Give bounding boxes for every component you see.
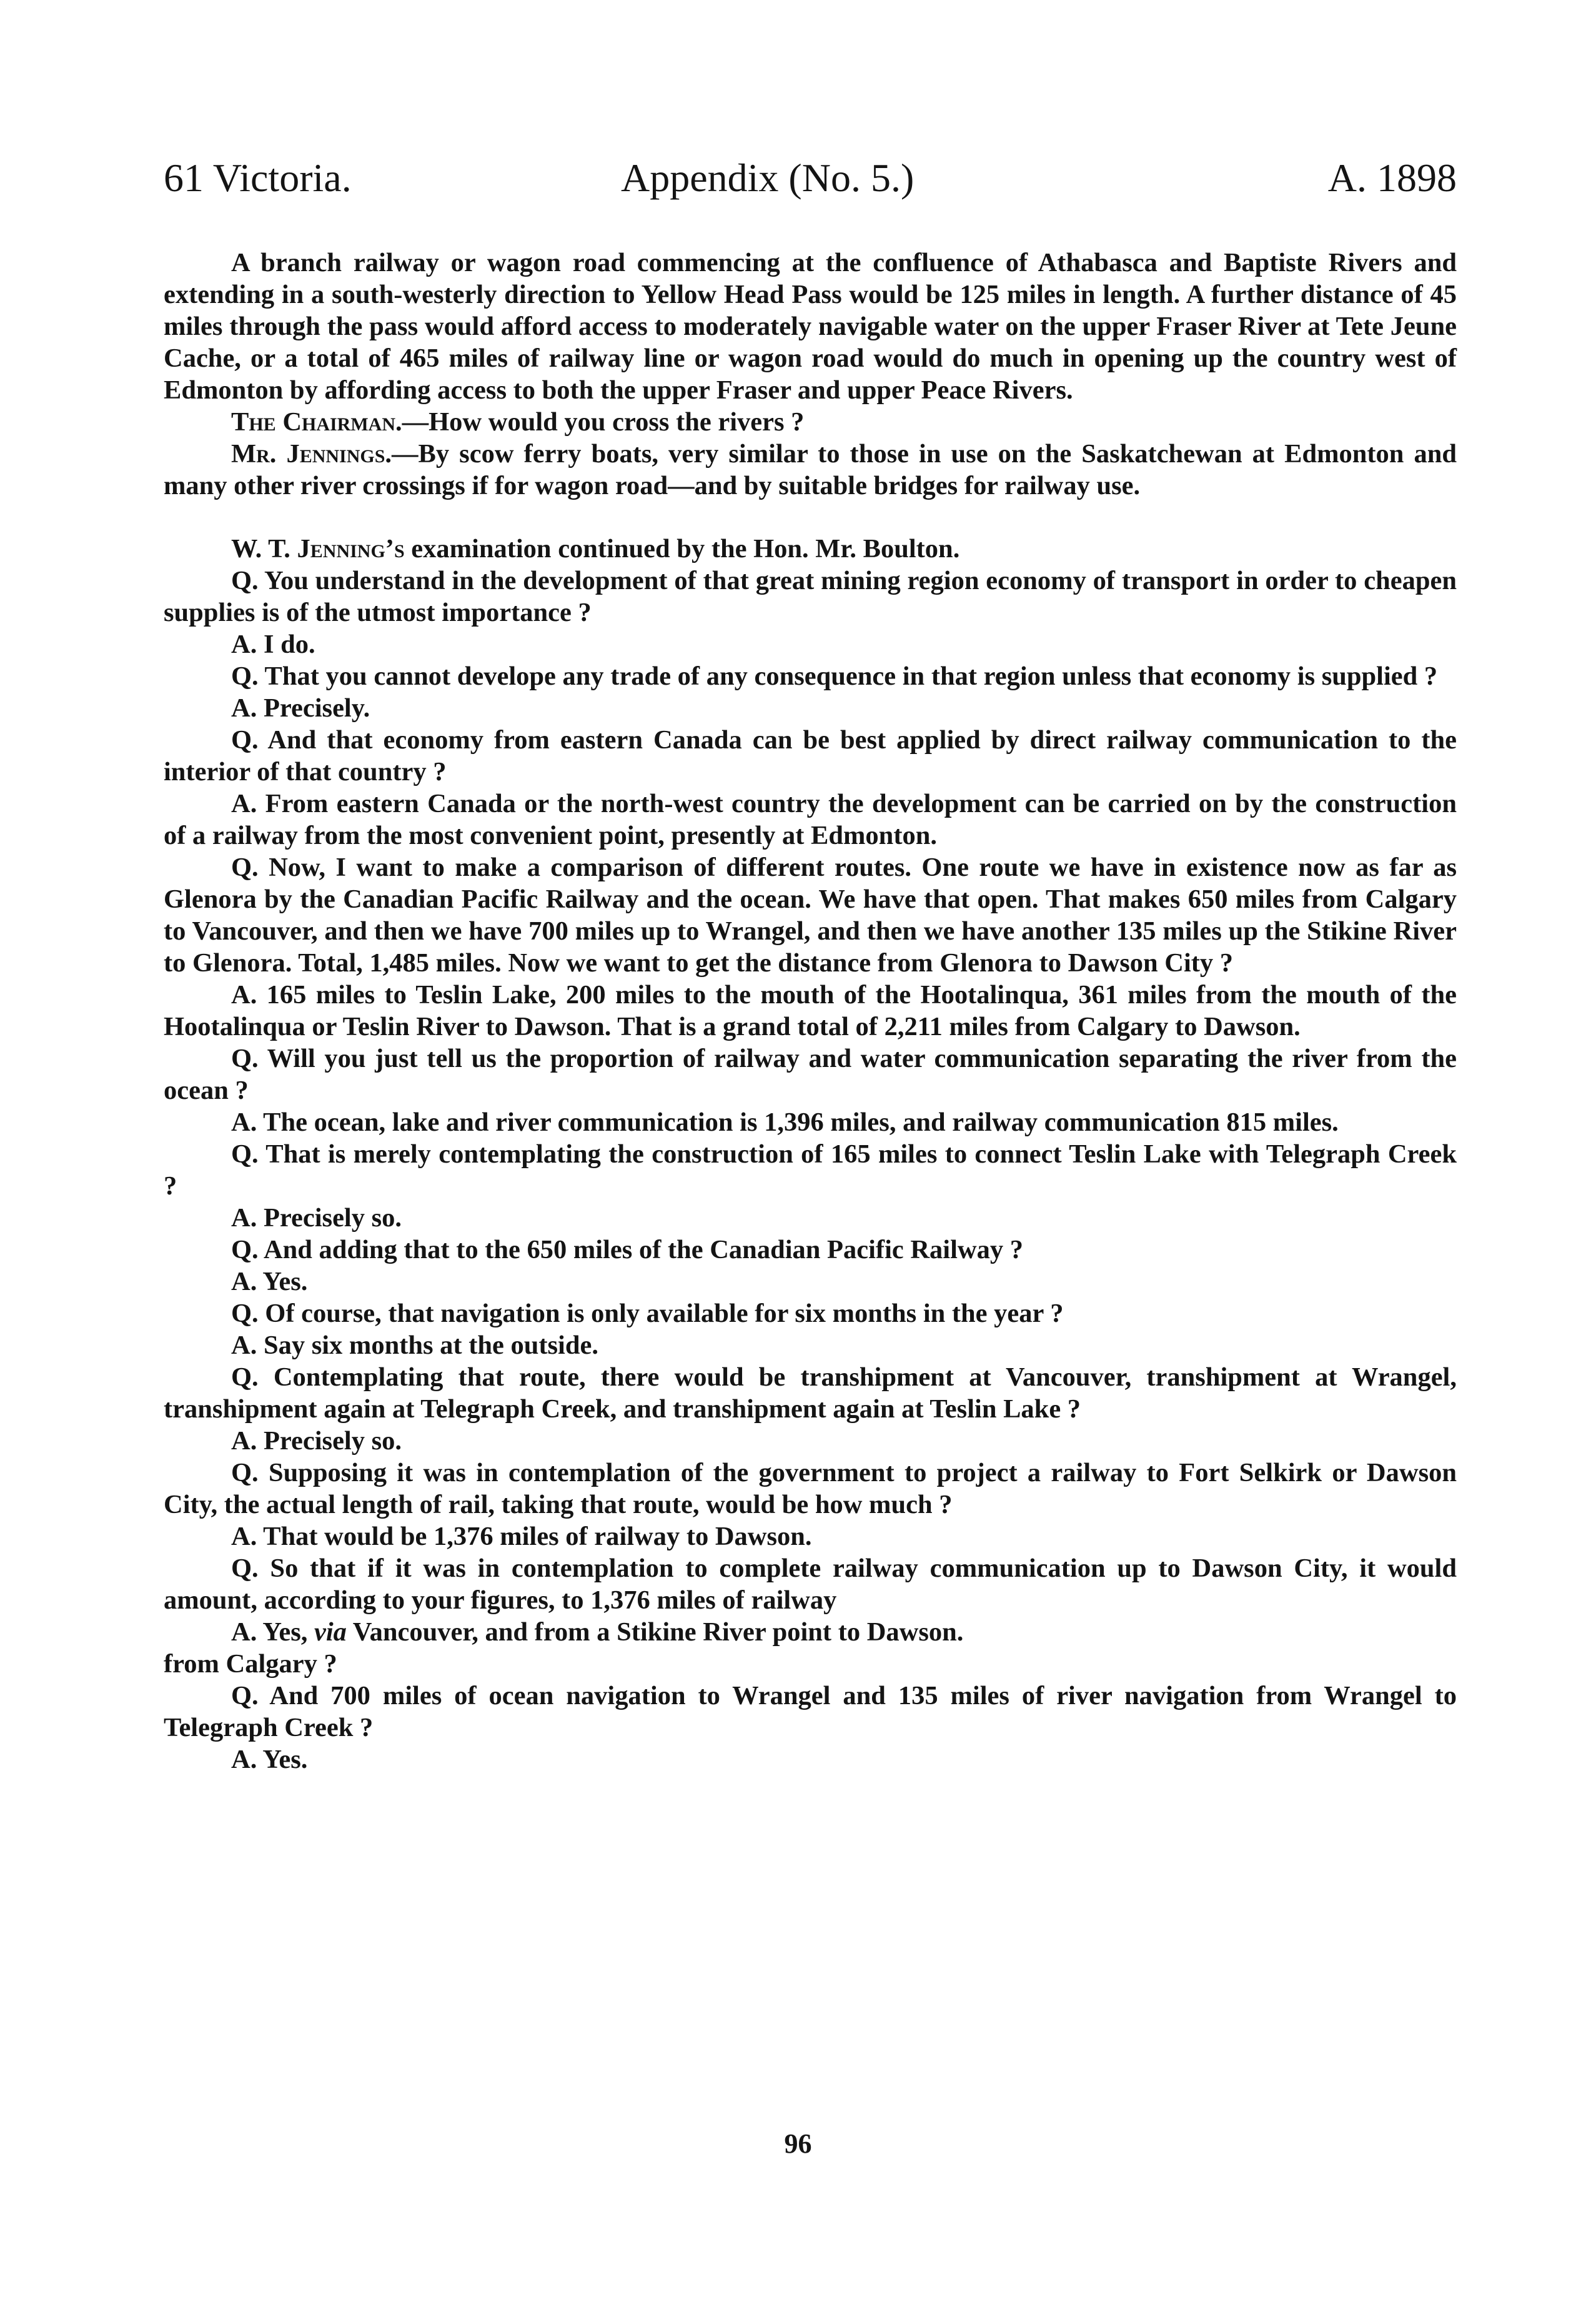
- italic-word: via: [314, 1617, 347, 1647]
- question: Q. That is merely contemplating the construction of 165 miles to connect Teslin Lake with Telegraph Creek ?: [164, 1139, 1457, 1201]
- question: Q. That you cannot develope any trade of any consequence in that region unless that economy is supplied ?: [231, 662, 1438, 691]
- running-header: [164, 153, 1457, 203]
- paragraph: [164, 406, 1457, 438]
- body-text: [164, 247, 1457, 1775]
- appendix-label: Appendix (No. 5.): [621, 156, 914, 200]
- question-continuation: from Calgary ?: [164, 1649, 337, 1679]
- answer: A. Yes.: [231, 1745, 308, 1774]
- question: Q. And 700 miles of ocean navigation to Wrangel and 135 miles of river navigation from Wrangel to Telegraph Creek ?: [164, 1681, 1457, 1742]
- answer: A. 165 miles to Teslin Lake, 200 miles to the mouth of the Hootalinqua, 361 miles from the mouth of the Hootalinqua or Teslin River to Dawson. That is a grand total of 2,211 miles from Calgary to Dawson.: [164, 980, 1457, 1041]
- page-number: 96: [784, 2128, 812, 2159]
- answer: A. That would be 1,376 miles of railway to Dawson.: [231, 1522, 812, 1551]
- paragraph: [164, 438, 1457, 502]
- question: Q. Contemplating that route, there would be transhipment at Vancouver, transhipment at Wrangel, transhipment again at Telegraph Creek, and transhipment again at Teslin Lake ?: [164, 1362, 1457, 1424]
- speech: —By scow ferry boats, very similar to those in use on the Saskatchewan at Edmonton and many other river crossings if for wagon road—and by suitable bridges for railway use.: [164, 439, 1457, 500]
- witness-name: W. T. Jenning’s: [231, 534, 405, 563]
- question: Q. And that economy from eastern Canada can be best applied by direct railway communication to the interior of that country ?: [164, 725, 1457, 786]
- answer: A. Precisely.: [231, 693, 370, 723]
- session-label: 61 Victoria.: [164, 156, 352, 200]
- question: Q. Of course, that navigation is only available for six months in the year ?: [231, 1299, 1064, 1328]
- answer: A. Precisely so.: [231, 1426, 402, 1456]
- speaker-name: The Chairman.: [231, 407, 402, 437]
- paragraph: A branch railway or wagon road commencing at the confluence of Athabasca and Baptiste Rivers and extending in a south-westerly direction to Yellow Head Pass would be 125 miles in length. A further distance of 45 miles through the pass would afford access to moderately navigable water on the upper Fraser River at Tete Jeune Cache, or a total of 465 miles of railway line or wagon road would do much in opening up the country west of Edmonton by affording access to both the upper Fraser and upper Peace Rivers.: [164, 248, 1457, 405]
- speaker-name: Mr. Jennings.: [231, 439, 392, 469]
- question: Q. You understand in the development of that great mining region economy of transport in order to cheapen supplies is of the utmost importance ?: [164, 566, 1457, 627]
- question: Q. Now, I want to make a comparison of different routes. One route we have in existence now as far as Glenora by the Canadian Pacific Railway and the ocean. We have that open. That makes 650 miles from Calgary to Vancouver, and then we have 700 miles up to Wrangel, and then we have another 135 miles up the Stikine River to Glenora. Total, 1,485 miles. Now we want to get the distance from Glenora to Dawson City ?: [164, 853, 1457, 978]
- answer: A. Yes, via Vancouver, and from a Stikine River point to Dawson.: [231, 1617, 964, 1647]
- year-label: A. 1898: [1327, 156, 1457, 200]
- answer: A. Yes.: [231, 1267, 308, 1296]
- question: Q. Will you just tell us the proportion of railway and water communication separating the river from the ocean ?: [164, 1044, 1457, 1105]
- answer: A. The ocean, lake and river communication is 1,396 miles, and railway communication 815 miles.: [231, 1108, 1339, 1137]
- intro-text: examination continued by the Hon. Mr. Boulton.: [404, 534, 960, 563]
- question: Q. And adding that to the 650 miles of the Canadian Pacific Railway ?: [231, 1235, 1023, 1264]
- speech: —How would you cross the rivers ?: [402, 407, 805, 437]
- question: Q. So that if it was in contemplation to complete railway communication up to Dawson City, it would amount, according to your figures, to 1,376 miles of railway: [164, 1554, 1457, 1615]
- answer: A. I do.: [231, 630, 315, 659]
- question: Q. Supposing it was in contemplation of the government to project a railway to Fort Selkirk or Dawson City, the actual length of rail, taking that route, would be how much ?: [164, 1458, 1457, 1519]
- answer: A. Precisely so.: [231, 1203, 402, 1233]
- answer: A. From eastern Canada or the north-west country the development can be carried on by the construction of a railway from the most convenient point, presently at Edmonton.: [164, 789, 1457, 850]
- answer: A. Say six months at the outside.: [231, 1331, 598, 1360]
- section-intro: [164, 533, 1457, 565]
